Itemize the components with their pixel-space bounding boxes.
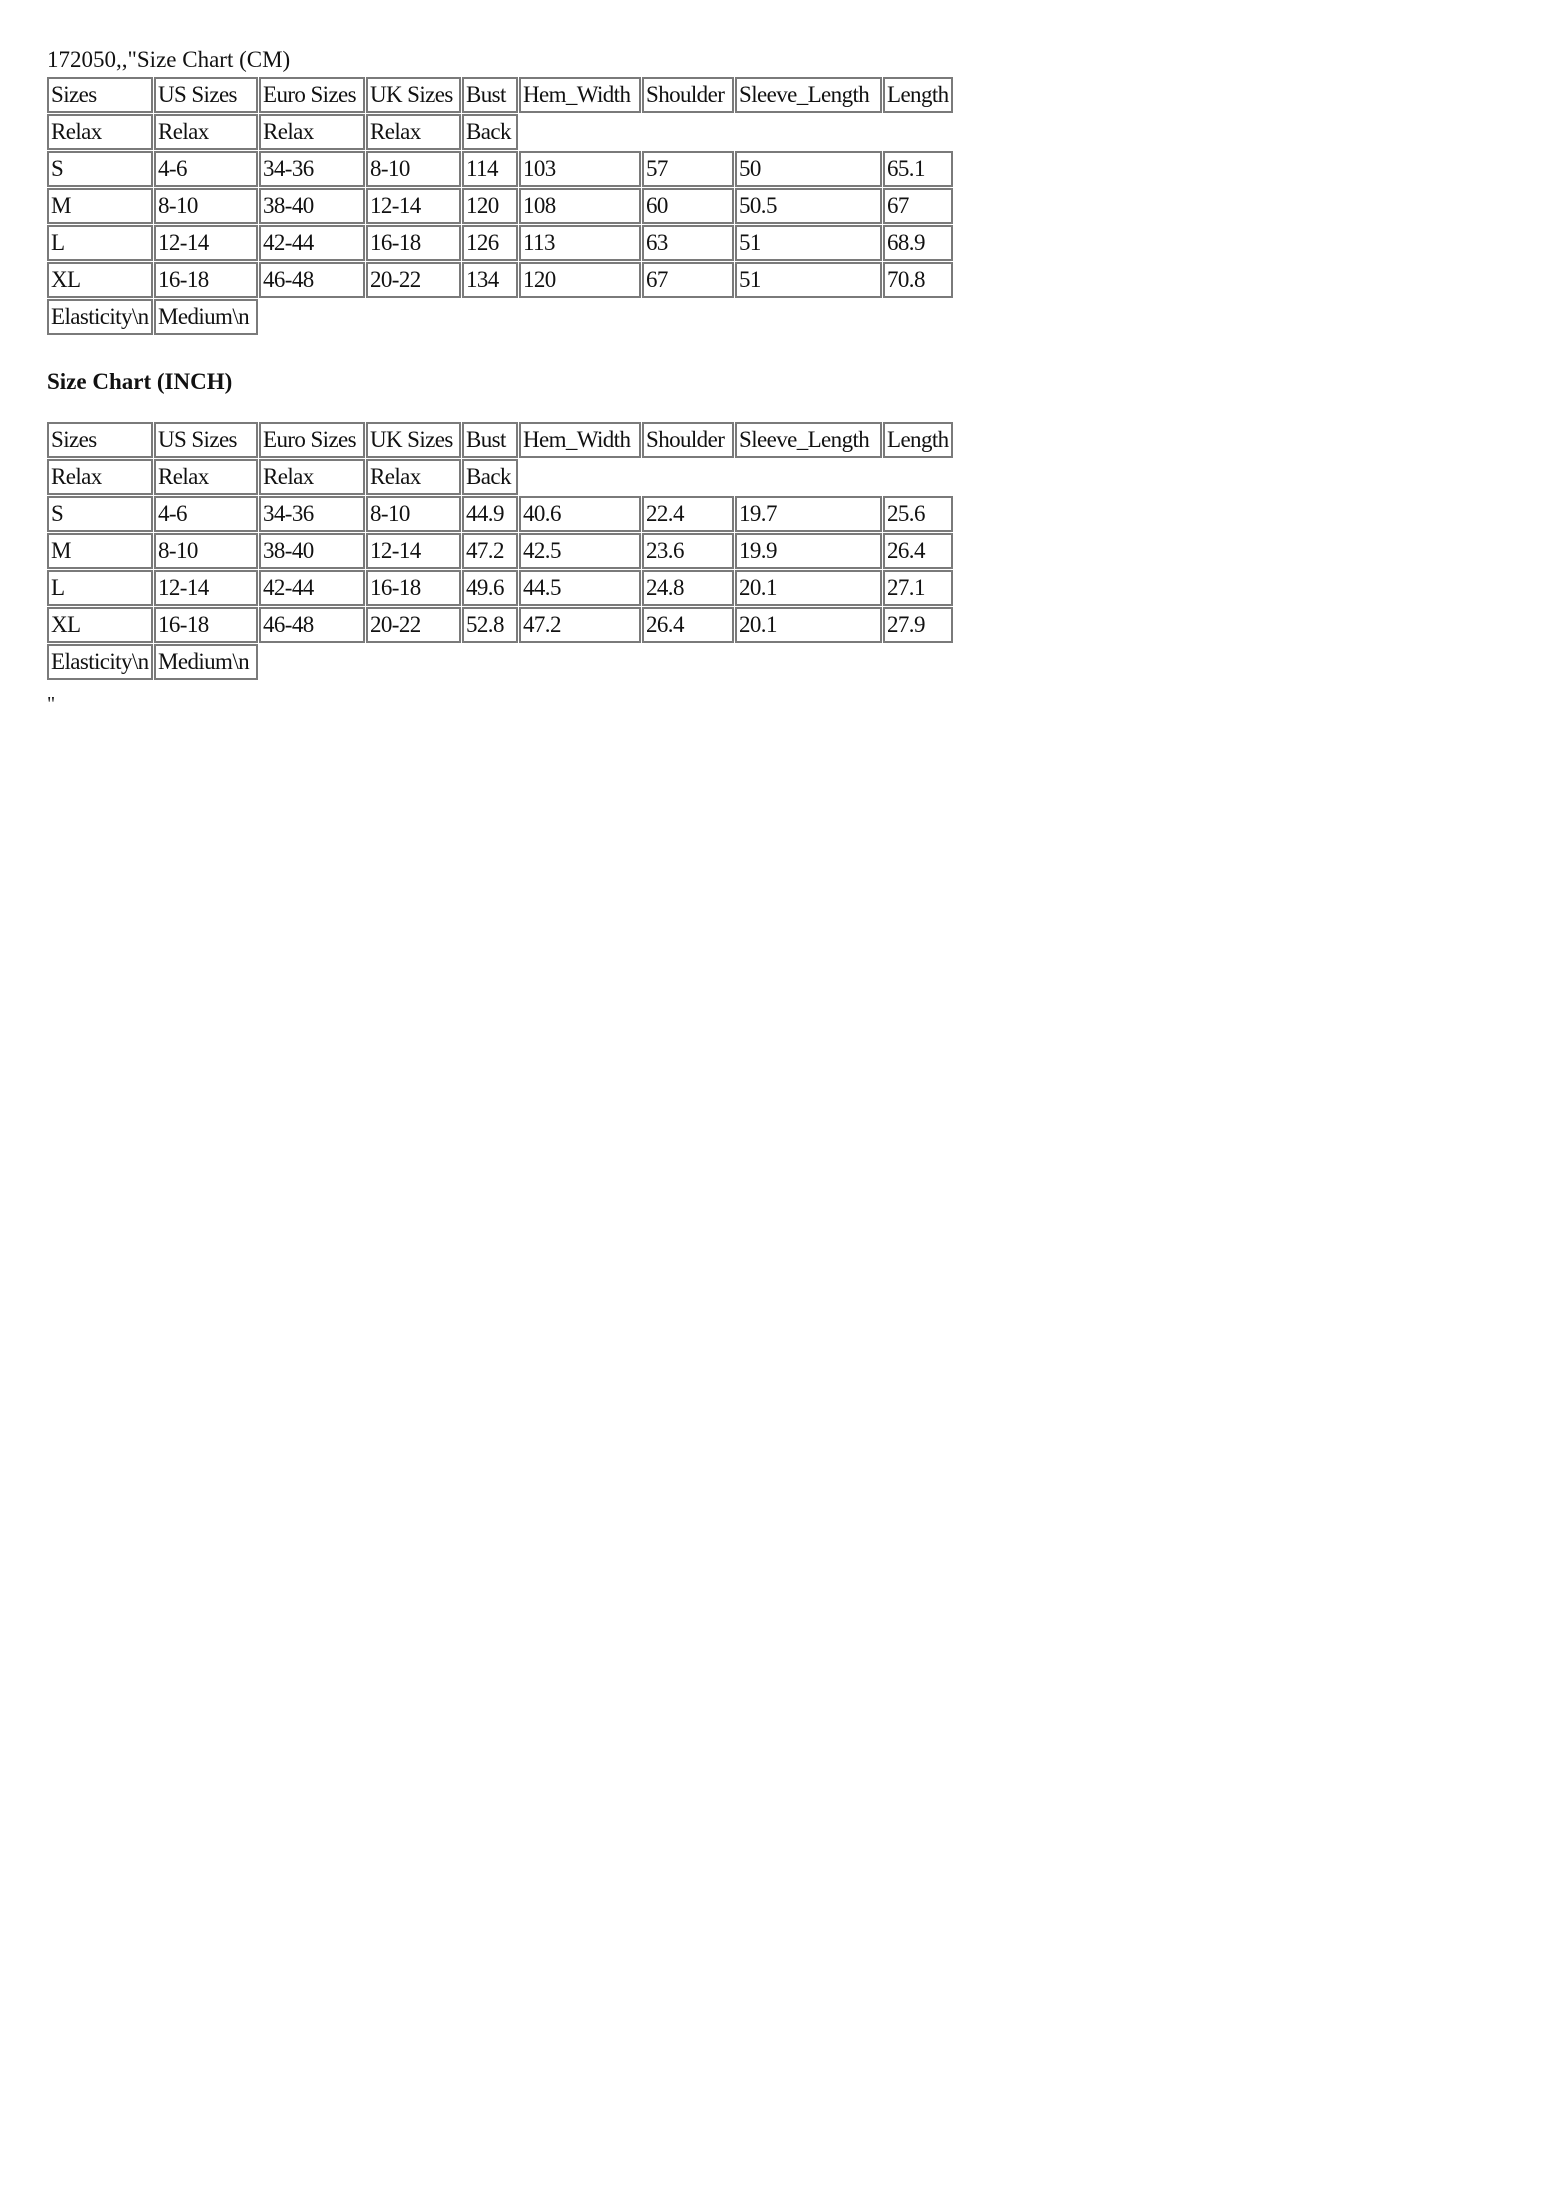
inch-size-table [46,421,954,681]
header-cell: Shoulder [642,422,734,458]
header-cell: Hem_Width [519,77,641,113]
table-cell: 38-40 [259,533,365,569]
table-cell: 67 [883,188,953,224]
table-cell: 12-14 [366,533,461,569]
table-cell: 63 [642,225,734,261]
cm-size-table [46,76,954,336]
table-cell: 42-44 [259,570,365,606]
table-cell: 70.8 [883,262,953,298]
table-cell: 16-18 [154,262,258,298]
table-cell: 12-14 [154,570,258,606]
table-cell: 47.2 [462,533,518,569]
table-cell: 20-22 [366,262,461,298]
table-cell: 8-10 [366,151,461,187]
table-cell: 8-10 [366,496,461,532]
table-cell: Back [462,114,518,150]
table-cell: 52.8 [462,607,518,643]
table-cell: 126 [462,225,518,261]
table-cell: 50.5 [735,188,882,224]
table-cell: Relax [47,114,153,150]
table-cell: 16-18 [366,225,461,261]
header-cell: Sizes [47,77,153,113]
table-cell: XL [47,607,153,643]
header-cell: Length [883,77,953,113]
table-cell: 120 [519,262,641,298]
table-cell: 8-10 [154,188,258,224]
table-cell: Back [462,459,518,495]
table-cell: 27.9 [883,607,953,643]
header-cell: Bust [462,422,518,458]
table-cell: 26.4 [642,607,734,643]
table-cell: 16-18 [154,607,258,643]
table-cell: 47.2 [519,607,641,643]
table-cell: 42.5 [519,533,641,569]
closing-quote-mark: " [47,693,56,715]
table-cell: 19.7 [735,496,882,532]
cm-chart-heading: 172050,,"Size Chart (CM) [47,47,291,72]
table-cell: 20.1 [735,607,882,643]
header-cell: US Sizes [154,77,258,113]
header-cell: Hem_Width [519,422,641,458]
table-cell: 40.6 [519,496,641,532]
table-cell: L [47,570,153,606]
table-cell: 51 [735,225,882,261]
table-cell: 34-36 [259,496,365,532]
table-cell: 65.1 [883,151,953,187]
table-cell: 120 [462,188,518,224]
table-cell: 44.5 [519,570,641,606]
table-row [47,607,953,643]
table-cell: L [47,225,153,261]
table-cell: S [47,496,153,532]
table-row [47,225,953,261]
table-cell: 12-14 [154,225,258,261]
table-cell: 8-10 [154,533,258,569]
elasticity-row [47,644,953,680]
table-cell: Elasticity\n [47,299,153,335]
table-header-row [47,77,953,113]
table-cell: 26.4 [883,533,953,569]
table-row [47,570,953,606]
table-cell: 12-14 [366,188,461,224]
table-cell: 4-6 [154,496,258,532]
table-cell: 49.6 [462,570,518,606]
table-cell: Elasticity\n [47,644,153,680]
table-cell: M [47,188,153,224]
header-cell: Bust [462,77,518,113]
table-cell: 44.9 [462,496,518,532]
elasticity-row [47,299,953,335]
header-cell: Sleeve_Length [735,422,882,458]
header-cell: US Sizes [154,422,258,458]
table-cell: 114 [462,151,518,187]
document-page [47,46,1047,715]
header-cell: Shoulder [642,77,734,113]
table-cell: Relax [366,114,461,150]
header-cell: UK Sizes [366,77,461,113]
table-cell: 51 [735,262,882,298]
table-row [47,533,953,569]
table-row [47,496,953,532]
table-cell: 34-36 [259,151,365,187]
header-cell: Euro Sizes [259,77,365,113]
table-cell: 20-22 [366,607,461,643]
table-cell: Relax [154,114,258,150]
table-cell: 4-6 [154,151,258,187]
table-cell: 67 [642,262,734,298]
table-cell: Medium\n [154,299,258,335]
table-cell: 22.4 [642,496,734,532]
table-cell: 20.1 [735,570,882,606]
table-cell: 19.9 [735,533,882,569]
header-cell: Sizes [47,422,153,458]
table-cell: 38-40 [259,188,365,224]
table-cell: 46-48 [259,262,365,298]
table-cell: Relax [366,459,461,495]
table-cell: Relax [47,459,153,495]
table-cell: Relax [154,459,258,495]
table-cell: 24.8 [642,570,734,606]
table-cell: S [47,151,153,187]
table-cell: 46-48 [259,607,365,643]
table-cell: 113 [519,225,641,261]
table-cell: Relax [259,459,365,495]
table-cell: 42-44 [259,225,365,261]
header-cell: Euro Sizes [259,422,365,458]
header-cell: UK Sizes [366,422,461,458]
table-cell: XL [47,262,153,298]
header-cell: Sleeve_Length [735,77,882,113]
fit-row [47,459,953,495]
table-cell: 16-18 [366,570,461,606]
table-cell: 57 [642,151,734,187]
table-cell: 25.6 [883,496,953,532]
table-cell: Medium\n [154,644,258,680]
table-cell: Relax [259,114,365,150]
table-cell: 23.6 [642,533,734,569]
fit-row [47,114,953,150]
table-row [47,262,953,298]
table-header-row [47,422,953,458]
inch-chart-heading: Size Chart (INCH) [47,369,233,394]
table-cell: M [47,533,153,569]
table-row [47,151,953,187]
table-cell: 60 [642,188,734,224]
table-row [47,188,953,224]
table-cell: 103 [519,151,641,187]
header-cell: Length [883,422,953,458]
table-cell: 27.1 [883,570,953,606]
table-cell: 108 [519,188,641,224]
table-cell: 68.9 [883,225,953,261]
table-cell: 134 [462,262,518,298]
table-cell: 50 [735,151,882,187]
